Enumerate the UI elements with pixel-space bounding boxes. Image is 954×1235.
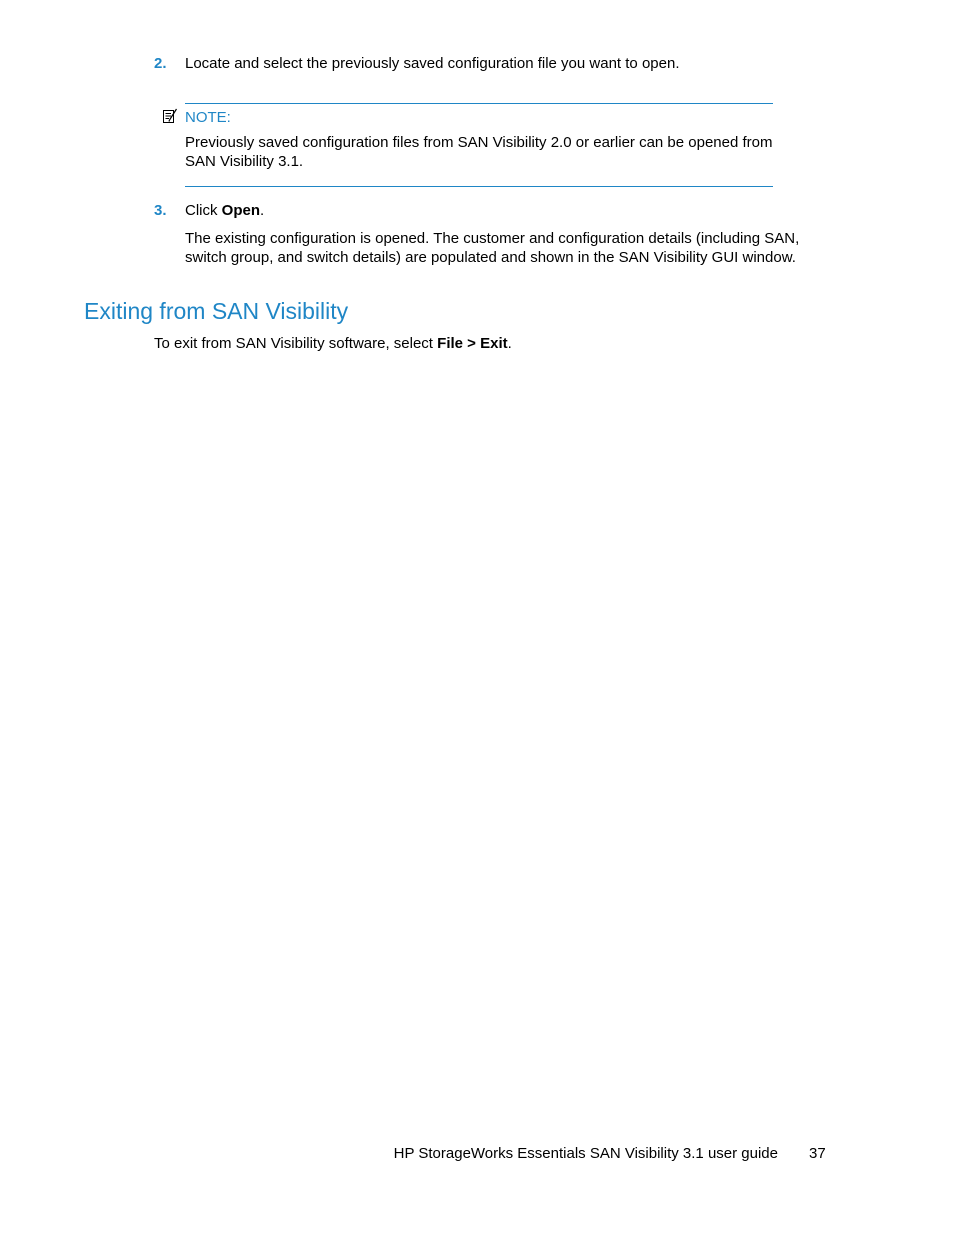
section-heading: Exiting from SAN Visibility xyxy=(84,298,349,324)
step-text-after: . xyxy=(260,202,265,219)
section-paragraph xyxy=(154,334,512,353)
note-body xyxy=(185,133,773,171)
menu-separator: > xyxy=(463,335,481,352)
step-number: 3. xyxy=(154,202,167,219)
menu-exit: Exit xyxy=(480,335,508,352)
footer-title: HP StorageWorks Essentials SAN Visibility 3.1 user guide xyxy=(393,1145,778,1162)
step-text xyxy=(185,201,264,220)
step-text-before: Click xyxy=(185,202,222,219)
note-label: NOTE: xyxy=(185,109,231,126)
result-line: switch group, and switch details) are populated and shown in the SAN Visibility GUI window. xyxy=(185,249,796,266)
result-paragraph xyxy=(185,229,799,267)
section-text-after: . xyxy=(507,335,512,352)
menu-file: File xyxy=(437,335,463,352)
step-number: 2. xyxy=(154,55,167,72)
note-line: SAN Visibility 3.1. xyxy=(185,153,304,170)
page-number: 37 xyxy=(809,1145,826,1162)
note-box xyxy=(185,103,773,187)
step-text: Locate and select the previously saved configuration file you want to open. xyxy=(185,55,680,72)
section-text-before: To exit from SAN Visibility software, select xyxy=(154,335,438,352)
result-line: The existing configuration is opened. The customer and configuration details (including SAN, xyxy=(185,230,800,247)
note-icon xyxy=(162,108,178,124)
open-command: Open xyxy=(221,202,261,219)
note-line: Previously saved configuration files from SAN Visibility 2.0 or earlier can be opened from xyxy=(185,134,773,151)
